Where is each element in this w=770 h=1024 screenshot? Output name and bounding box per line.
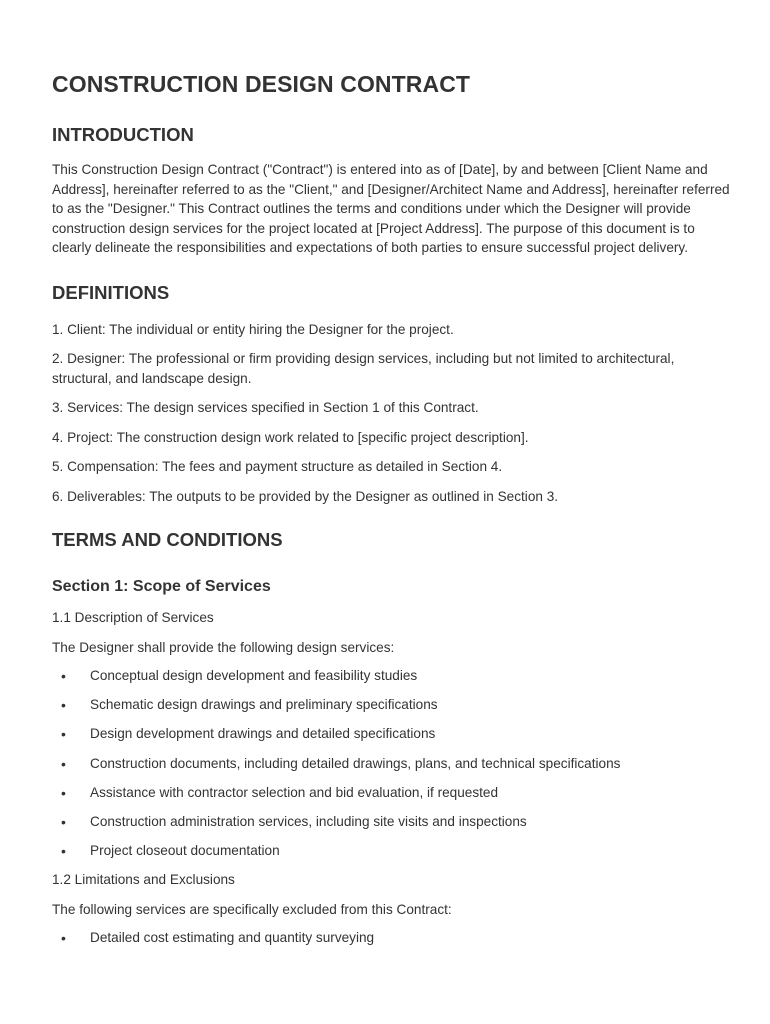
definition-item: 1. Client: The individual or entity hiring the Designer for the project. (52, 321, 454, 337)
list-item (52, 695, 730, 715)
introduction-heading: INTRODUCTION (52, 124, 194, 145)
list-item-text: Conceptual design development and feasibility studies (90, 668, 418, 683)
section-1-heading: Section 1: Scope of Services (52, 578, 271, 595)
list-item (52, 812, 730, 832)
list-item (52, 666, 730, 686)
definitions-heading: DEFINITIONS (52, 281, 170, 303)
definitions-list (52, 320, 730, 507)
list-item-text: Assistance with contractor selection and bid evaluation, if requested (90, 784, 499, 800)
bullet-icon: • (61, 813, 66, 830)
subsection-1-1-heading: 1.1 Description of Services (52, 610, 214, 625)
document-title: CONSTRUCTION DESIGN CONTRACT (52, 71, 471, 97)
list-item-text: Project closeout documentation (90, 843, 280, 859)
bullet-icon: • (61, 755, 66, 772)
definition-item: 5. Compensation: The fees and payment structure as detailed in Section 4. (52, 459, 503, 474)
bullet-icon: • (61, 697, 66, 714)
list-item-text: Design development drawings and detailed specifications (90, 726, 436, 742)
services-list (52, 666, 730, 861)
bullet-icon: • (61, 930, 66, 947)
list-item (52, 724, 730, 744)
exclusions-lead-text: The following services are specifically excluded from this Contract: (52, 901, 452, 917)
list-item (52, 754, 730, 774)
list-item-text: Construction documents, including detailed drawings, plans, and technical specifications (90, 755, 621, 771)
definition-item: 3. Services: The design services specified in Section 1 of this Contract. (52, 400, 479, 415)
definition-item: 2. Designer: The professional or firm providing design services, including but not limited to architectural, structural, and landscape design. (52, 351, 675, 386)
bullet-icon: • (61, 668, 66, 684)
list-item (52, 841, 730, 861)
bullet-icon: • (61, 726, 66, 743)
bullet-icon: • (61, 843, 66, 860)
subsection-1-2-heading: 1.2 Limitations and Exclusions (52, 872, 235, 888)
list-item-text: Schematic design drawings and preliminary specifications (90, 697, 438, 713)
introduction-paragraph: This Construction Design Contract ("Contract") is entered into as of [Date], by and between [Client Name and Address], hereinafter referred to as the "Client," and [Designer/Architect Name and Address], hereinafter referred to as the "Designer." This Contract outlines the terms and conditions under which the Designer will provide construction design services for the project located at [Project Address]. The purpose of this document is to clearly delineate the responsibilities and expectations of both parties to ensure successful project delivery. (52, 162, 730, 255)
definition-item: 4. Project: The construction design work related to [specific project description]. (52, 429, 529, 445)
terms-heading: TERMS AND CONDITIONS (52, 529, 283, 550)
definition-item: 6. Deliverables: The outputs to be provided by the Designer as outlined in Section 3. (52, 488, 559, 504)
list-item-text: Construction administration services, including site visits and inspections (90, 813, 527, 829)
list-item (52, 928, 730, 948)
bullet-icon: • (61, 784, 66, 801)
list-item-text: Detailed cost estimating and quantity surveying (90, 930, 375, 946)
services-lead-text: The Designer shall provide the following design services: (52, 639, 395, 655)
exclusions-list (52, 928, 730, 948)
list-item (52, 783, 730, 803)
